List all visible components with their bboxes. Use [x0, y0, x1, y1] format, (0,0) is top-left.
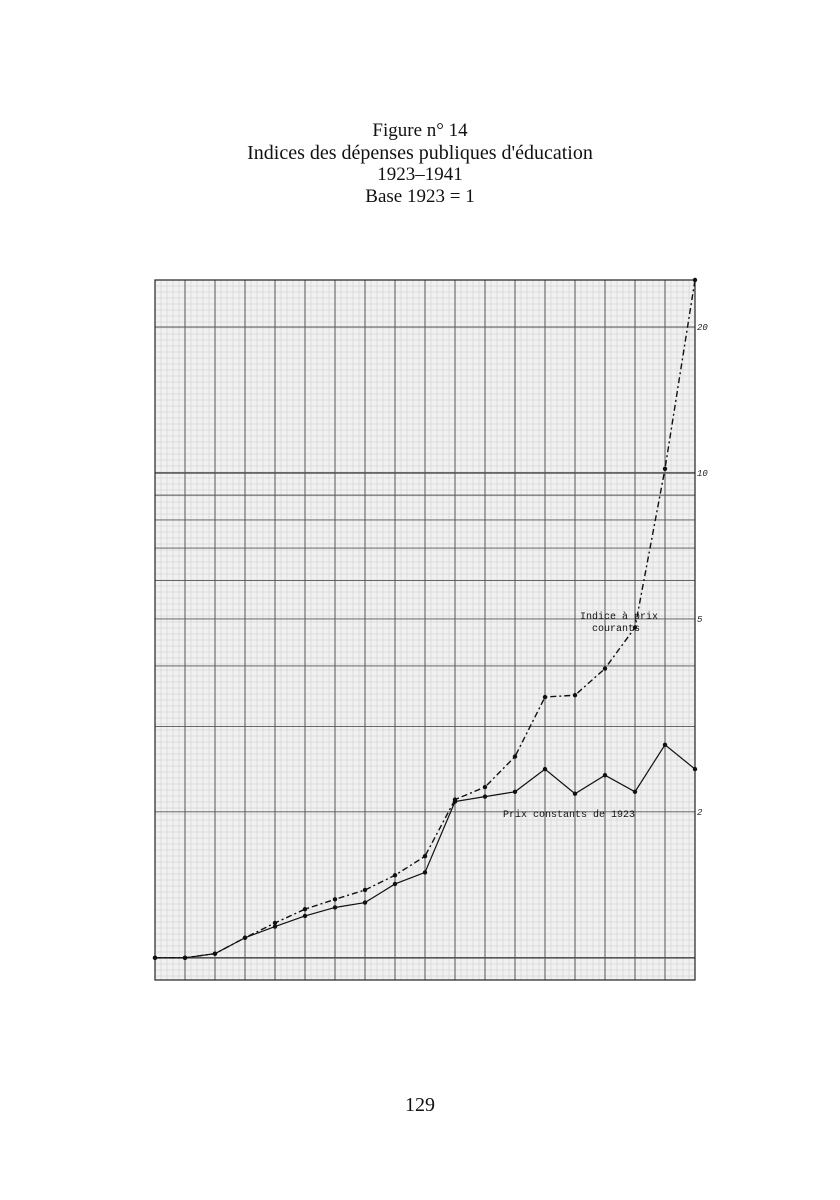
y-tick-label: 5: [697, 614, 703, 625]
figure-period: 1923–1941: [377, 164, 463, 185]
data-point-current-prices: [303, 907, 307, 911]
data-point-constant-prices: [603, 773, 607, 777]
data-point-constant-prices: [453, 799, 457, 803]
data-point-current-prices: [513, 754, 517, 758]
figure-title: Indices des dépenses publiques d'éducation: [247, 142, 593, 164]
data-point-current-prices: [423, 854, 427, 858]
data-point-constant-prices: [273, 924, 277, 928]
page-number: 129: [405, 1094, 435, 1116]
data-point-constant-prices: [213, 951, 217, 955]
data-point-constant-prices: [363, 900, 367, 904]
data-point-constant-prices: [243, 936, 247, 940]
data-point-constant-prices: [333, 905, 337, 909]
figure-header: [0, 120, 840, 208]
data-point-current-prices: [543, 695, 547, 699]
data-point-current-prices: [573, 693, 577, 697]
y-tick-label: 10: [697, 468, 708, 479]
data-point-constant-prices: [663, 743, 667, 747]
data-point-current-prices: [333, 897, 337, 901]
data-point-constant-prices: [573, 792, 577, 796]
data-point-current-prices: [393, 873, 397, 877]
y-tick-label: 2: [697, 807, 703, 818]
data-point-constant-prices: [633, 790, 637, 794]
data-point-constant-prices: [483, 794, 487, 798]
figure-label: Figure n° 14: [372, 120, 468, 141]
data-point-constant-prices: [543, 767, 547, 771]
data-point-current-prices: [363, 888, 367, 892]
figure-base: Base 1923 = 1: [365, 186, 475, 207]
data-point-current-prices: [483, 785, 487, 789]
data-point-current-prices: [693, 278, 697, 282]
data-point-constant-prices: [693, 767, 697, 771]
data-point-constant-prices: [153, 956, 157, 960]
y-tick-label: 20: [697, 322, 708, 333]
data-point-constant-prices: [303, 914, 307, 918]
data-point-current-prices: [603, 666, 607, 670]
series-label-constant-prices: Prix constants de 1923: [503, 810, 636, 822]
data-point-constant-prices: [393, 882, 397, 886]
chart: [140, 270, 710, 1000]
series-label-current-prices: Indice à prix: [580, 611, 659, 623]
data-point-constant-prices: [513, 790, 517, 794]
data-point-constant-prices: [423, 870, 427, 874]
series-label-current-prices-line2: courants: [592, 623, 641, 635]
data-point-current-prices: [663, 467, 667, 471]
data-point-constant-prices: [183, 956, 187, 960]
